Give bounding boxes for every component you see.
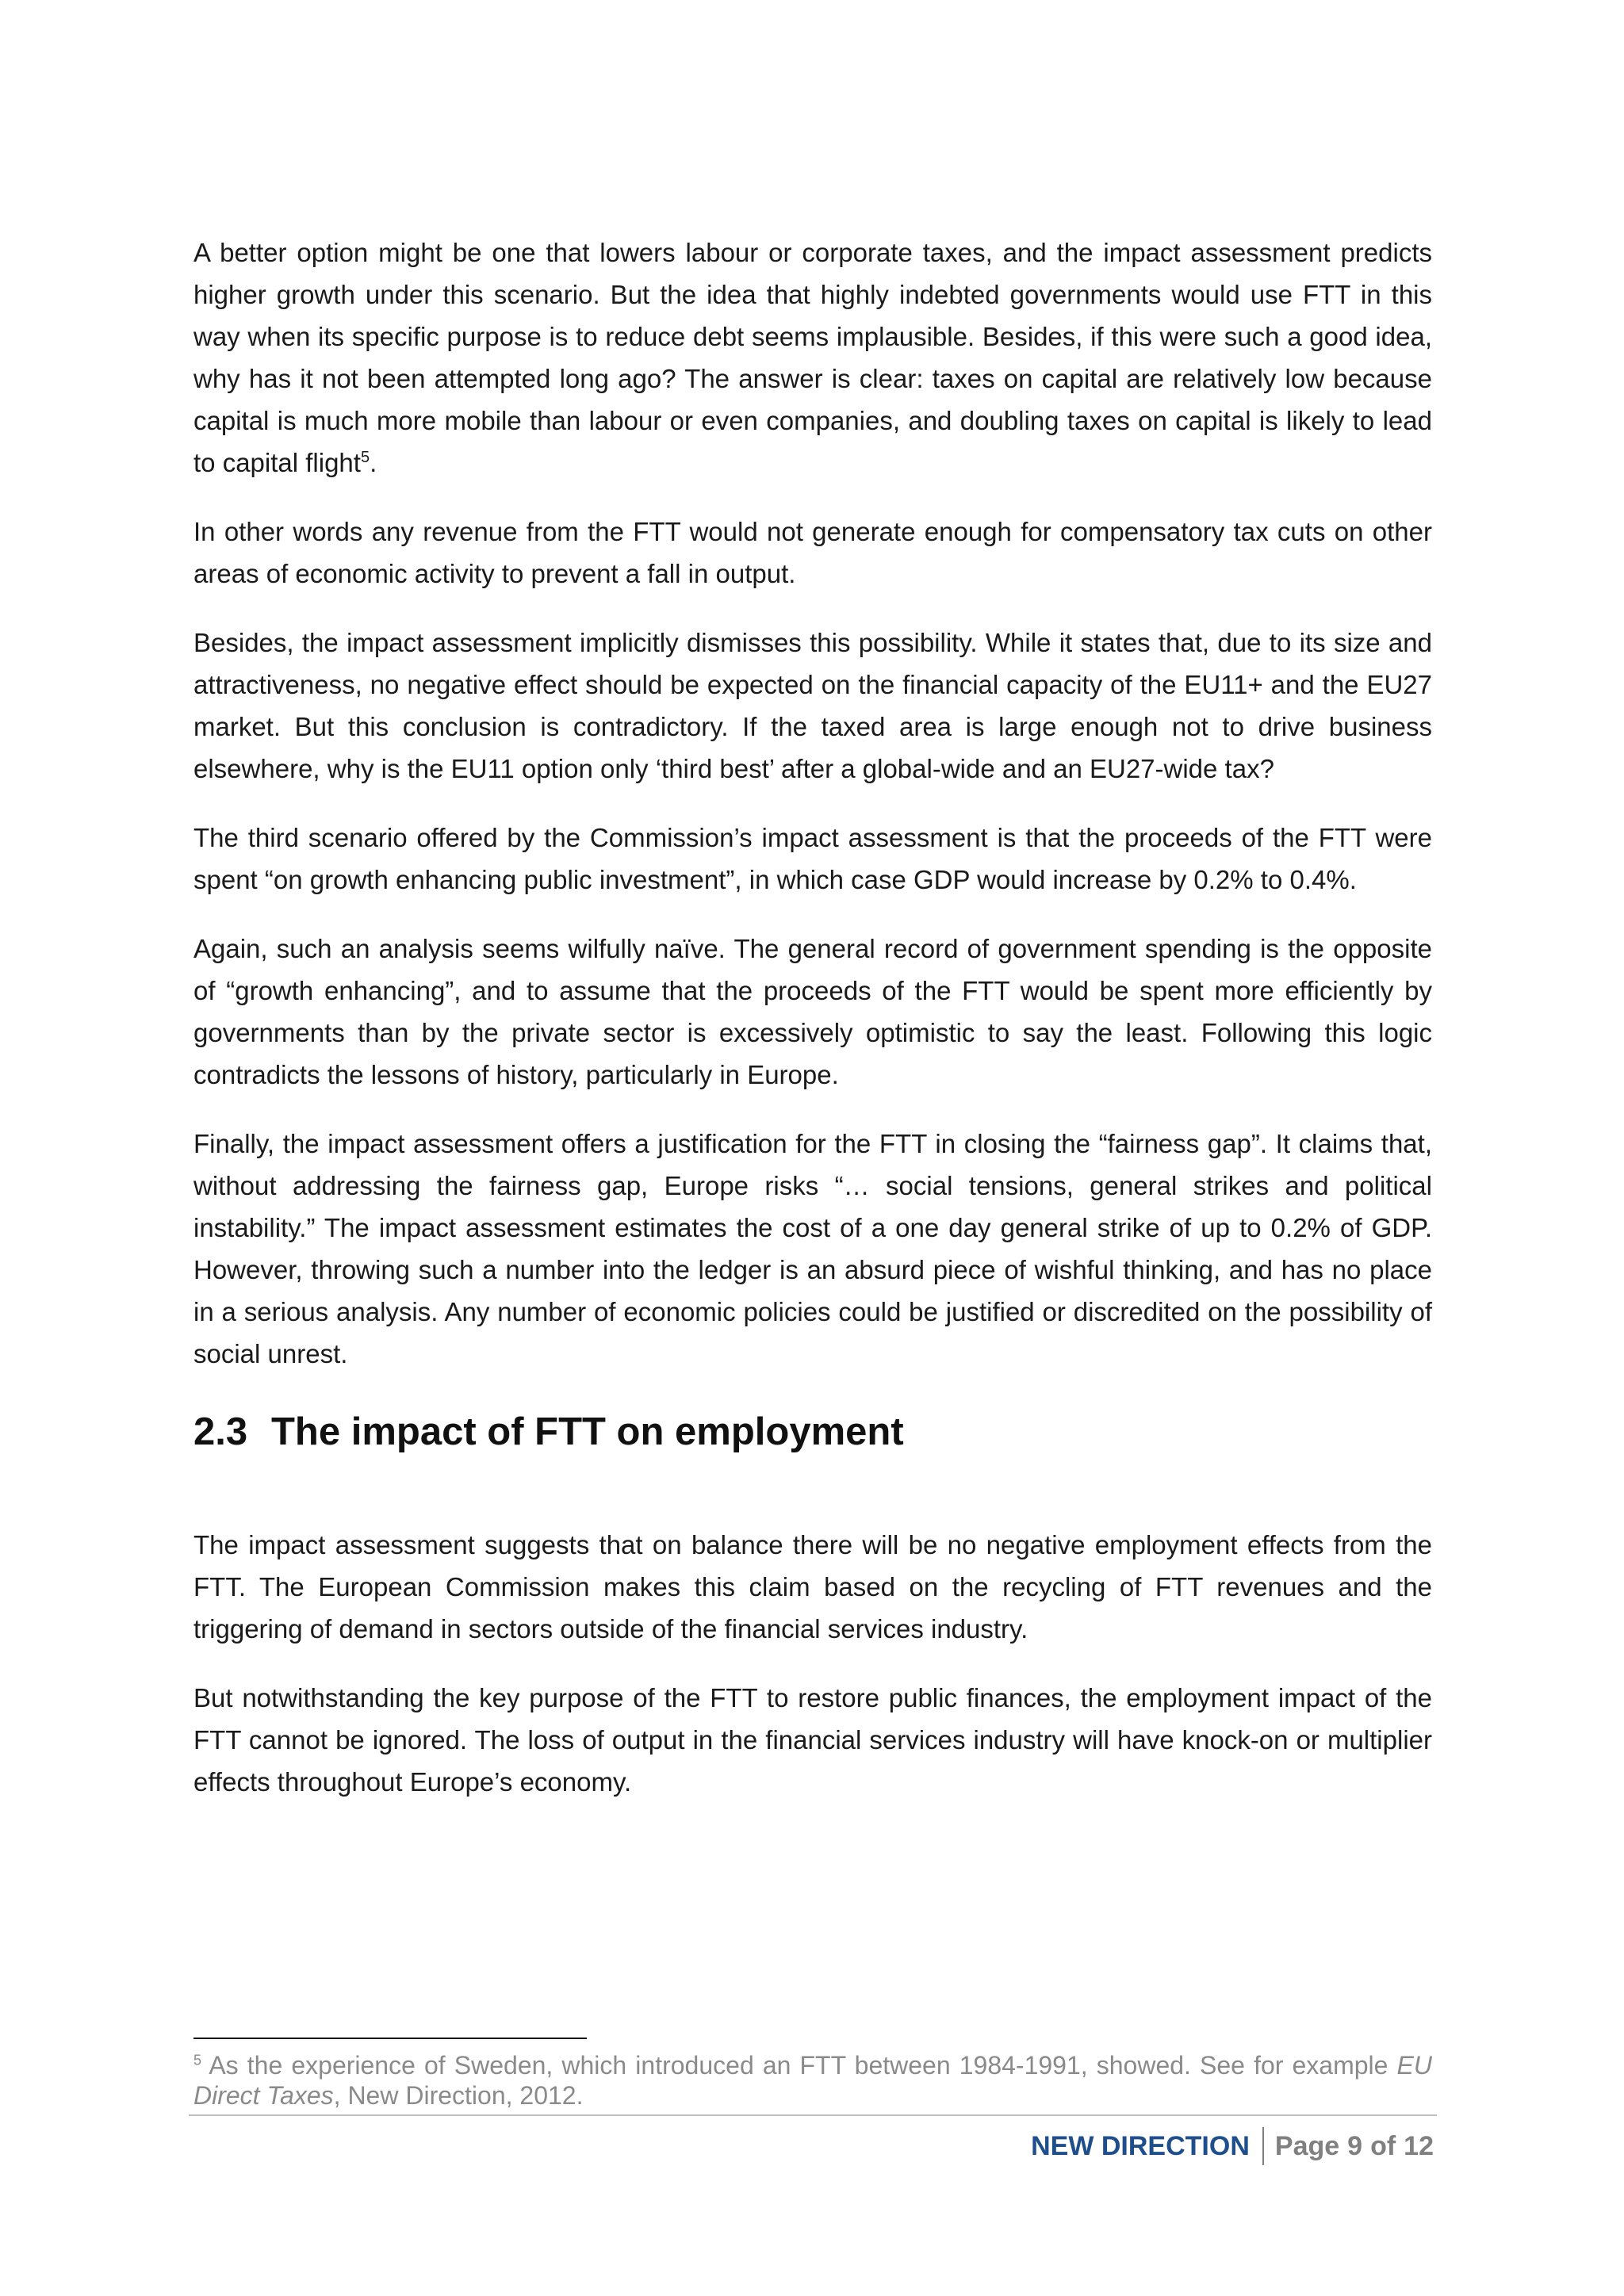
section-heading [193,1408,1432,1456]
footnote-mark: 5 [193,2052,202,2068]
footer-brand: NEW DIRECTION [1031,2131,1250,2161]
paragraph: But notwithstanding the key purpose of the FTT to restore public finances, the employment impact of the FTT cannot be ignored. The loss of output in the financial services industry will have knock-on or multiplier effects throughout Europe’s economy. [193,1683,1432,1797]
paragraph: Again, such an analysis seems wilfully naïve. The general record of government spending is the opposite of “growth enhancing”, and to assume that the proceeds of the FTT would be spent more efficiently by governments than by the private sector is excessively optimistic to say the least. Following this logic contradicts the lessons of history, particularly in Europe. [193,934,1432,1089]
footnote-separator [193,2038,587,2039]
footer-divider [189,2114,1437,2116]
paragraph: A better option might be one that lowers labour or corporate taxes, and the impact assessment predicts higher growth under this scenario. But the idea that highly indebted governments would use FTT in this way when its specific purpose is to reduce debt seems implausible. Besides, if this were such a good idea, why has it not been attempted long ago? The answer is clear: taxes on capital are relatively low because capital is much more mobile than labour or even companies, and doubling taxes on capital is likely to lead to capital flight$^5$. [193,238,1432,477]
footnote-citation-title: EU Direct Taxes [193,2051,1432,2110]
footnote: $^5$ As the experience of Sweden, which introduced an FTT between 1984-1991, showed. See for example EU Direct Taxes, New Direction, 2012. [193,2051,1432,2110]
body-text [193,232,1432,1830]
page-number: Page 9 of 12 [1274,2131,1434,2161]
page-footer [1031,2127,1434,2165]
section-number: 2.3 [193,1410,248,1453]
paragraph: The impact assessment suggests that on balance there will be no negative employment effects from the FTT. The European Commission makes this claim based on the recycling of FTT revenues and the triggering of demand in sectors outside of the financial services industry. [193,1530,1432,1644]
footnote-reference[interactable]: 5 [360,449,370,466]
paragraph: In other words any revenue from the FTT would not generate enough for compensatory tax cuts on other areas of economic activity to prevent a fall in output. [193,517,1432,588]
paragraph: Finally, the impact assessment offers a justification for the FTT in closing the “fairness gap”. It claims that, without addressing the fairness gap, Europe risks “… social tensions, general strikes and political instability.” The impact assessment estimates the cost of a one day general strike of up to 0.2% of GDP. However, throwing such a number into the ledger is an absurd piece of wishful thinking, and has no place in a serious analysis. Any number of economic policies could be justified or discredited on the possibility of social unrest. [193,1129,1432,1368]
paragraph: The third scenario offered by the Commission’s impact assessment is that the proceeds of the FTT were spent “on growth enhancing public investment”, in which case GDP would increase by 0.2% to 0.4%. [193,823,1432,894]
section-title: The impact of FTT on employment [271,1410,904,1453]
paragraph: Besides, the impact assessment implicitly dismisses this possibility. While it states that, due to its size and attractiveness, no negative effect should be expected on the financial capacity of the EU11+ and the EU27 market. But this conclusion is contradictory. If the taxed area is large enough not to drive business elsewhere, why is the EU11 option only ‘third best’ after a global-wide and an EU27-wide tax? [193,628,1432,783]
